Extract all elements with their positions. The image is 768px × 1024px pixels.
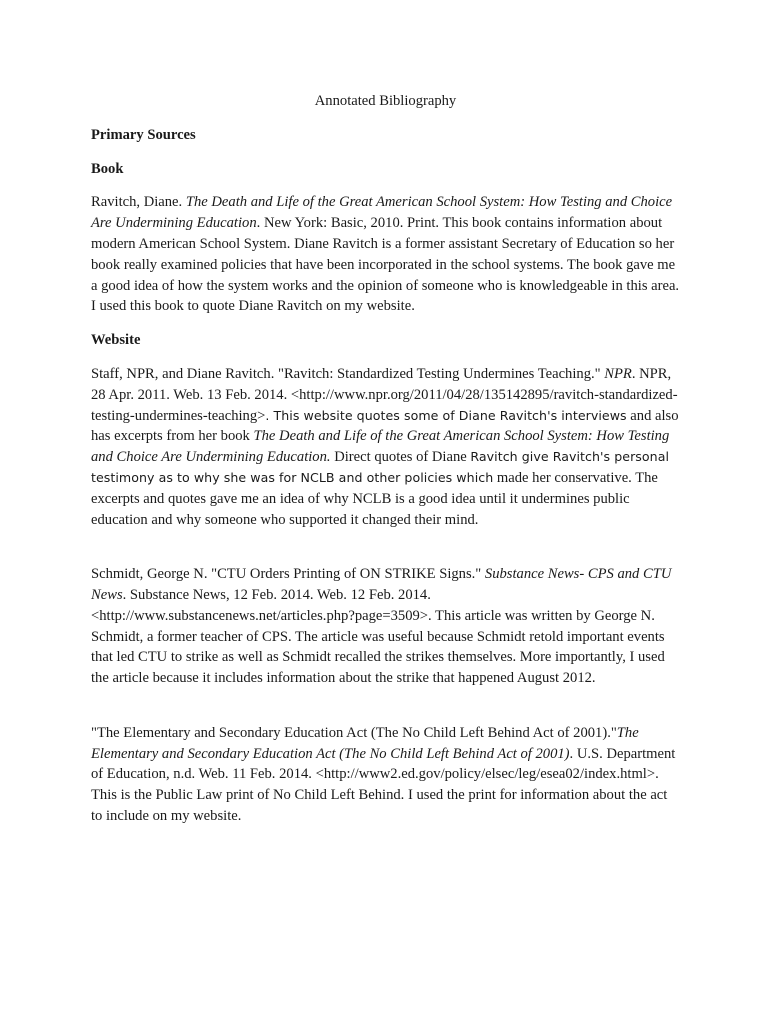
blank-line <box>91 702 680 723</box>
subheading-book: Book <box>91 160 124 177</box>
subheading-website: Website <box>91 332 141 349</box>
blank-line <box>91 543 680 564</box>
citation-schmidt: Schmidt, George N. "CTU Orders Printing of ON STRIKE Signs." Substance News- CPS and CTU News. Substance News, 12 Feb. 2014. Web. 12 Feb. 2014. <http://www.substancenews.net/articles.php?page=3509>. This article was written by George N. Schmidt, a former teacher of CPS. The article was useful because Schmidt retold important events that led CTU to strike as well as Schmidt recalled the strikes themselves. More importantly, I used the article because it includes information about the strike that happened August 2012. <box>91 566 672 687</box>
citation-ravitch-book: Ravitch, Diane. The Death and Life of the Great American School System: How Testing and Choice Are Undermining Education. New York: Basic, 2010. Print. This book contains information about modern American School System. Diane Ravitch is a former assistant Secretary of Education so her book really examined policies that have been incorporated in the school systems. The book gave me a good idea of how the system works and the opinion of someone who is knowledgeable in this area. I used this book to quote Diane Ravitch on my website. <box>91 194 680 315</box>
citation-title-italic: The Elementary and Secondary Education Act (The No Child Left Behind Act of 2001) <box>91 724 639 762</box>
citation-source-italic: Substance News- CPS and CTU News <box>91 566 672 603</box>
citation-title-italic: The Death and Life of the Great American School System: How Testing and Choice Are Undermining Education. <box>91 428 670 466</box>
document-title: Annotated Bibliography <box>314 93 457 109</box>
citation-source-italic: NPR <box>604 365 632 382</box>
citation-npr: Staff, NPR, and Diane Ravitch. "Ravitch: Standardized Testing Undermines Teaching." NPR. NPR, 28 Apr. 2011. Web. 13 Feb. 2014. <http://www.npr.org/2011/04/28/135142895/ravitch-standardized-testing-undermines-teaching>. This website quotes some of Diane Ravitch's interviews and also has excerpts from her book The Death and Life of the Great American School System: How Testing and Choice Are Undermining Education. Direct quotes of Diane Ravitch give Ravitch's personal testimony as to why she was for NCLB and other policies which made her conservative. The excerpts and quotes gave me an idea of why NCLB is a good idea until it undermines public education and why someone who supported it changed their mind. <box>91 365 679 528</box>
section-heading-primary-sources: Primary Sources <box>91 126 196 143</box>
citation-title-italic: The Death and Life of the Great American School System: How Testing and Choice Are Undermining Education <box>91 194 673 232</box>
citation-esea: "The Elementary and Secondary Education Act (The No Child Left Behind Act of 2001)."The Elementary and Secondary Education Act (The No Child Left Behind Act of 2001). U.S. Department of Education, n.d. Web. 11 Feb. 2014. <http://www2.ed.gov/policy/elsec/leg/esea02/index.html>. This is the Public Law print of No Child Left Behind. I used the print for information about the act to include on my website. <box>91 724 676 824</box>
